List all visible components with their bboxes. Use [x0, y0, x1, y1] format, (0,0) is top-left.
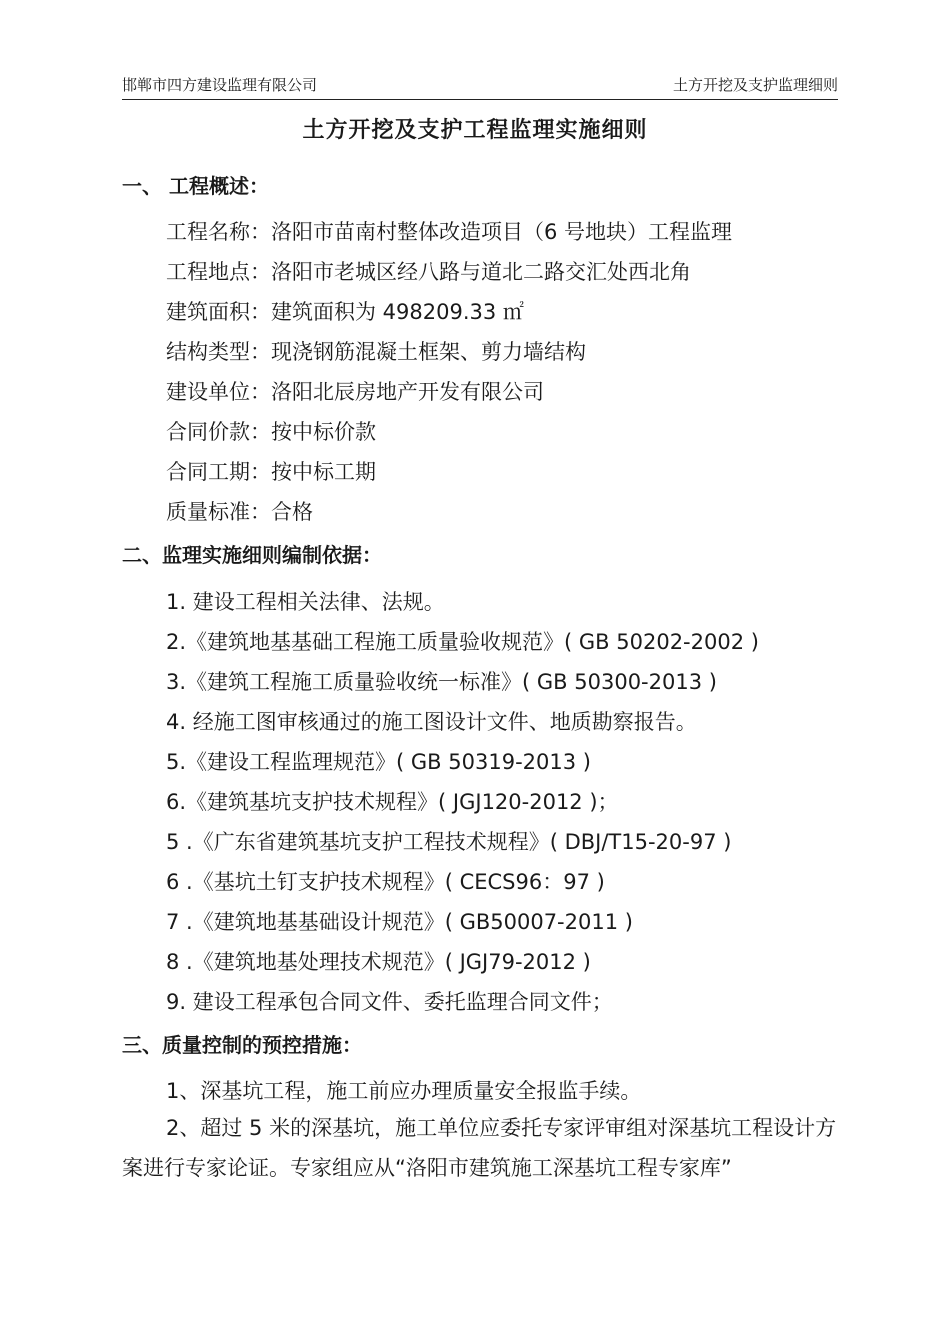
- overview-project-location: 工程地点：洛阳市老城区经八路与道北二路交汇处西北角: [166, 260, 691, 284]
- basis-item: 8 .《建筑地基处理技术规范》( JGJ79-2012 ): [166, 950, 591, 974]
- section-heading-overview: 一、 工程概述：: [122, 174, 269, 198]
- basis-item: 4. 经施工图审核通过的施工图设计文件、地质勘察报告。: [166, 710, 697, 734]
- overview-contract-period: 合同工期：按中标工期: [166, 460, 376, 484]
- overview-quality-standard: 质量标准：合格: [166, 500, 313, 524]
- quality-control-paragraph: 2、超过 5 米的深基坑，施工单位应委托专家评审组对深基坑工程设计方案进行专家论证。专家组应从“洛阳市建筑施工深基坑工程专家库”: [122, 1116, 837, 1180]
- basis-item: 2.《建筑地基基础工程施工质量验收规范》( GB 50202-2002 ): [166, 630, 759, 654]
- section-heading-quality-control: 三、质量控制的预控措施：: [122, 1033, 362, 1057]
- quality-control-item: 1、深基坑工程，施工前应办理质量安全报监手续。: [166, 1079, 642, 1103]
- overview-developer: 建设单位：洛阳北辰房地产开发有限公司: [166, 380, 544, 404]
- basis-item: 9. 建设工程承包合同文件、委托监理合同文件；: [166, 990, 613, 1014]
- basis-item: 3.《建筑工程施工质量验收统一标准》( GB 50300-2013 ): [166, 670, 717, 694]
- basis-item: 5.《建设工程监理规范》( GB 50319-2013 ): [166, 750, 591, 774]
- overview-contract-price: 合同价款：按中标价款: [166, 420, 376, 444]
- header-doc-name: 土方开挖及支护监理细则: [672, 76, 838, 94]
- page-header: [122, 70, 838, 100]
- header-company: 邯郸市四方建设监理有限公司: [122, 76, 318, 94]
- overview-project-name: 工程名称：洛阳市苗南村整体改造项目（6 号地块）工程监理: [166, 220, 733, 244]
- basis-item: 1. 建设工程相关法律、法规。: [166, 590, 445, 614]
- basis-item: 5 .《广东省建筑基坑支护工程技术规程》( DBJ/T15-20-97 ): [166, 830, 732, 854]
- overview-structure-type: 结构类型：现浇钢筋混凝土框架、剪力墙结构: [166, 340, 586, 364]
- basis-item: 7 .《建筑地基基础设计规范》( GB50007-2011 ): [166, 910, 633, 934]
- document-title: 土方开挖及支护工程监理实施细则: [302, 118, 648, 143]
- overview-building-area: 建筑面积：建筑面积为 498209.33 ㎡: [166, 300, 524, 324]
- basis-item: 6 .《基坑土钉支护技术规程》( CECS96：97 ): [166, 870, 605, 894]
- section-heading-basis: 二、监理实施细则编制依据：: [122, 543, 382, 567]
- basis-item: 6.《建筑基坑支护技术规程》( JGJ120-2012 )；: [166, 790, 619, 814]
